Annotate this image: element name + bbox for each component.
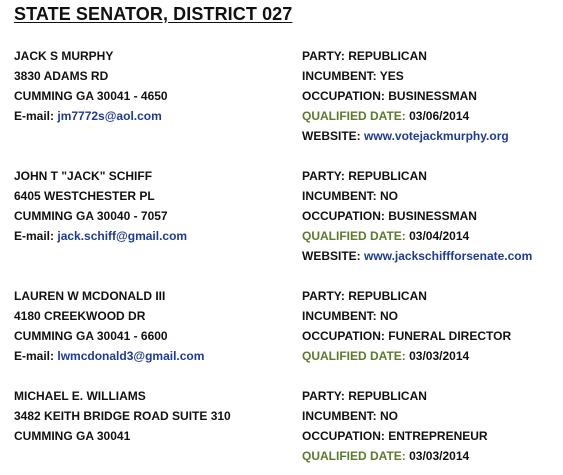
party-value: REPUBLICAN: [348, 169, 427, 183]
incumbent-label: INCUMBENT:: [302, 69, 377, 83]
email-link[interactable]: jack.schiff@gmail.com: [57, 229, 188, 243]
candidate-address-line1: 3482 KEITH BRIDGE ROAD SUITE 310: [14, 409, 231, 423]
candidate-address-line2: CUMMING GA 30041 - 4650: [14, 89, 168, 103]
candidate-details: [302, 386, 488, 466]
email-link[interactable]: jm7772s@aol.com: [57, 109, 162, 123]
party-row: [302, 286, 511, 306]
qualified-date-value: 03/04/2014: [409, 229, 470, 243]
party-label: PARTY:: [302, 289, 345, 303]
candidate-details: [302, 286, 511, 366]
party-value: REPUBLICAN: [348, 389, 427, 403]
occupation-row: [302, 426, 488, 446]
qualified-date-row: [302, 446, 488, 466]
party-value: REPUBLICAN: [348, 49, 427, 63]
occupation-label: OCCUPATION:: [302, 329, 385, 343]
party-row: [302, 386, 488, 406]
incumbent-label: INCUMBENT:: [302, 309, 377, 323]
qualified-date-label: QUALIFIED DATE:: [302, 109, 406, 123]
incumbent-row: [302, 186, 532, 206]
qualified-date-row: [302, 346, 511, 366]
website-row: [302, 126, 509, 146]
website-row: [302, 246, 532, 266]
email-label: E-mail:: [14, 229, 55, 243]
qualified-date-value: 03/03/2014: [409, 449, 470, 463]
candidate-email-row: [14, 106, 168, 126]
qualified-date-row: [302, 106, 509, 126]
candidate-name: LAUREN W MCDONALD III: [14, 289, 166, 303]
occupation-label: OCCUPATION:: [302, 429, 385, 443]
qualified-date-label: QUALIFIED DATE:: [302, 229, 406, 243]
candidate-address-line2: CUMMING GA 30041 - 6600: [14, 329, 168, 343]
occupation-value: BUSINESSMAN: [388, 209, 477, 223]
qualified-date-value: 03/03/2014: [409, 349, 470, 363]
occupation-label: OCCUPATION:: [302, 209, 385, 223]
party-label: PARTY:: [302, 169, 345, 183]
candidate-address-line1: 6405 WESTCHESTER PL: [14, 189, 155, 203]
incumbent-value: NO: [380, 309, 399, 323]
website-label: WEBSITE:: [302, 249, 361, 263]
incumbent-row: [302, 306, 511, 326]
website-link[interactable]: www.votejackmurphy.org: [364, 129, 509, 143]
party-label: PARTY:: [302, 49, 345, 63]
website-label: WEBSITE:: [302, 129, 361, 143]
email-link[interactable]: lwmcdonald3@gmail.com: [57, 349, 205, 363]
candidate-email-row: [14, 346, 204, 366]
party-row: [302, 46, 509, 66]
candidate-address-line2: CUMMING GA 30040 - 7057: [14, 209, 168, 223]
candidate-address-line1: 4180 CREEKWOOD DR: [14, 309, 146, 323]
incumbent-row: [302, 406, 488, 426]
candidate-name: MICHAEL E. WILLIAMS: [14, 389, 146, 403]
qualified-date-value: 03/06/2014: [409, 109, 470, 123]
incumbent-value: YES: [379, 69, 404, 83]
candidate-details: [302, 46, 509, 146]
incumbent-row: [302, 66, 509, 86]
incumbent-label: INCUMBENT:: [302, 409, 377, 423]
candidate-name: JACK S MURPHY: [14, 49, 114, 63]
email-label: E-mail:: [14, 109, 55, 123]
occupation-value: ENTREPRENEUR: [388, 429, 488, 443]
qualified-date-row: [302, 226, 532, 246]
occupation-row: [302, 86, 509, 106]
incumbent-value: NO: [380, 409, 399, 423]
website-link[interactable]: www.jackschiffforsenate.com: [364, 249, 533, 263]
candidate-contact: [14, 286, 204, 366]
candidate-email-row: [14, 226, 187, 246]
candidate-address-line2: CUMMING GA 30041: [14, 429, 131, 443]
occupation-row: [302, 326, 511, 346]
occupation-value: FUNERAL DIRECTOR: [388, 329, 512, 343]
qualified-date-label: QUALIFIED DATE:: [302, 349, 406, 363]
candidate-contact: [14, 166, 187, 246]
candidate-address-line1: 3830 ADAMS RD: [14, 69, 109, 83]
party-value: REPUBLICAN: [348, 289, 427, 303]
party-row: [302, 166, 532, 186]
incumbent-value: NO: [380, 189, 399, 203]
occupation-label: OCCUPATION:: [302, 89, 385, 103]
occupation-row: [302, 206, 532, 226]
party-label: PARTY:: [302, 389, 345, 403]
page-title: STATE SENATOR, DISTRICT 027: [14, 4, 293, 24]
email-label: E-mail:: [14, 349, 55, 363]
candidate-contact: [14, 386, 231, 446]
candidate-details: [302, 166, 532, 266]
incumbent-label: INCUMBENT:: [302, 189, 377, 203]
candidate-name: JOHN T "JACK" SCHIFF: [14, 169, 153, 183]
qualified-date-label: QUALIFIED DATE:: [302, 449, 406, 463]
candidate-contact: [14, 46, 168, 126]
occupation-value: BUSINESSMAN: [388, 89, 477, 103]
